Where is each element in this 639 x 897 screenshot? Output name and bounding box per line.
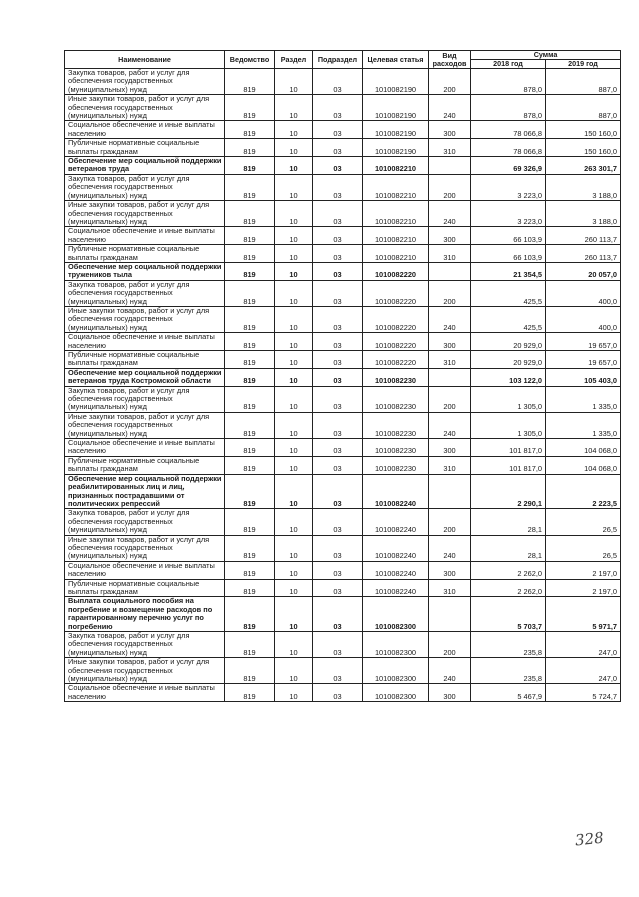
table-row	[65, 439, 621, 457]
cell-subsection: 03	[313, 412, 363, 438]
cell-subsection: 03	[313, 157, 363, 175]
cell-sum-2018: 2 262,0	[471, 579, 546, 597]
cell-subsection: 03	[313, 227, 363, 245]
cell-ministry: 819	[225, 201, 275, 227]
table-row	[65, 351, 621, 369]
cell-subsection: 03	[313, 535, 363, 561]
cell-subsection: 03	[313, 439, 363, 457]
cell-target-article: 1010082220	[363, 306, 429, 332]
cell-name: Иные закупки товаров, работ и услуг для обеспечения государственных (муниципальных) нужд	[65, 412, 225, 438]
cell-expense-type: 310	[429, 139, 471, 157]
table-body	[65, 69, 621, 702]
cell-expense-type: 310	[429, 456, 471, 474]
cell-ministry: 819	[225, 245, 275, 263]
cell-sum-2019: 104 068,0	[546, 456, 621, 474]
cell-sum-2019: 260 113,7	[546, 227, 621, 245]
cell-expense-type: 200	[429, 69, 471, 95]
cell-sum-2018: 103 122,0	[471, 368, 546, 386]
cell-subsection: 03	[313, 351, 363, 369]
cell-sum-2019: 1 335,0	[546, 386, 621, 412]
table-row	[65, 597, 621, 632]
header-sum: Сумма	[471, 51, 621, 60]
cell-target-article: 1010082230	[363, 386, 429, 412]
cell-subsection: 03	[313, 139, 363, 157]
cell-section: 10	[275, 333, 313, 351]
cell-expense-type: 300	[429, 227, 471, 245]
cell-target-article: 1010082210	[363, 157, 429, 175]
cell-section: 10	[275, 280, 313, 306]
table-row	[65, 561, 621, 579]
cell-sum-2019: 150 160,0	[546, 139, 621, 157]
table-row	[65, 174, 621, 200]
cell-sum-2019: 3 188,0	[546, 201, 621, 227]
cell-subsection: 03	[313, 386, 363, 412]
cell-sum-2018: 66 103,9	[471, 245, 546, 263]
cell-target-article: 1010082230	[363, 456, 429, 474]
cell-expense-type: 300	[429, 684, 471, 702]
cell-sum-2018: 1 305,0	[471, 386, 546, 412]
cell-target-article: 1010082190	[363, 139, 429, 157]
cell-section: 10	[275, 535, 313, 561]
cell-sum-2019: 5 971,7	[546, 597, 621, 632]
cell-sum-2019: 2 197,0	[546, 579, 621, 597]
cell-sum-2018: 78 066,8	[471, 139, 546, 157]
cell-name: Закупка товаров, работ и услуг для обеспечения государственных (муниципальных) нужд	[65, 632, 225, 658]
cell-sum-2018: 878,0	[471, 69, 546, 95]
cell-expense-type	[429, 262, 471, 280]
cell-section: 10	[275, 579, 313, 597]
cell-sum-2019: 105 403,0	[546, 368, 621, 386]
table-row	[65, 535, 621, 561]
header-target-article: Целевая статья	[363, 51, 429, 69]
cell-sum-2018: 5 703,7	[471, 597, 546, 632]
table-row	[65, 658, 621, 684]
cell-section: 10	[275, 262, 313, 280]
cell-target-article: 1010082190	[363, 69, 429, 95]
cell-subsection: 03	[313, 684, 363, 702]
cell-sum-2019: 247,0	[546, 632, 621, 658]
cell-section: 10	[275, 121, 313, 139]
header-section: Раздел	[275, 51, 313, 69]
cell-ministry: 819	[225, 157, 275, 175]
cell-subsection: 03	[313, 474, 363, 509]
table-row	[65, 157, 621, 175]
cell-target-article: 1010082230	[363, 368, 429, 386]
cell-target-article: 1010082300	[363, 684, 429, 702]
cell-section: 10	[275, 157, 313, 175]
cell-name: Иные закупки товаров, работ и услуг для обеспечения государственных (муниципальных) нужд	[65, 535, 225, 561]
cell-section: 10	[275, 439, 313, 457]
cell-sum-2019: 20 057,0	[546, 262, 621, 280]
cell-target-article: 1010082210	[363, 245, 429, 263]
cell-name: Иные закупки товаров, работ и услуг для обеспечения государственных (муниципальных) нужд	[65, 658, 225, 684]
cell-ministry: 819	[225, 684, 275, 702]
cell-sum-2018: 66 103,9	[471, 227, 546, 245]
cell-name: Публичные нормативные социальные выплаты гражданам	[65, 245, 225, 263]
cell-sum-2018: 425,5	[471, 280, 546, 306]
cell-subsection: 03	[313, 174, 363, 200]
table-row	[65, 306, 621, 332]
cell-sum-2018: 1 305,0	[471, 412, 546, 438]
cell-ministry: 819	[225, 139, 275, 157]
cell-name: Публичные нормативные социальные выплаты гражданам	[65, 351, 225, 369]
table-row	[65, 245, 621, 263]
cell-expense-type: 300	[429, 333, 471, 351]
cell-name: Иные закупки товаров, работ и услуг для обеспечения государственных (муниципальных) нужд	[65, 306, 225, 332]
cell-subsection: 03	[313, 658, 363, 684]
cell-sum-2019: 5 724,7	[546, 684, 621, 702]
cell-subsection: 03	[313, 280, 363, 306]
cell-ministry: 819	[225, 306, 275, 332]
cell-ministry: 819	[225, 456, 275, 474]
cell-sum-2019: 2 223,5	[546, 474, 621, 509]
cell-section: 10	[275, 474, 313, 509]
cell-ministry: 819	[225, 597, 275, 632]
cell-expense-type: 300	[429, 561, 471, 579]
cell-target-article: 1010082240	[363, 509, 429, 535]
cell-expense-type	[429, 157, 471, 175]
cell-target-article: 1010082190	[363, 95, 429, 121]
cell-ministry: 819	[225, 439, 275, 457]
cell-sum-2018: 69 326,9	[471, 157, 546, 175]
cell-name: Социальное обеспечение и иные выплаты населению	[65, 561, 225, 579]
cell-name: Социальное обеспечение и иные выплаты населению	[65, 333, 225, 351]
table-row	[65, 412, 621, 438]
cell-subsection: 03	[313, 561, 363, 579]
cell-sum-2019: 887,0	[546, 69, 621, 95]
cell-name: Закупка товаров, работ и услуг для обеспечения государственных (муниципальных) нужд	[65, 174, 225, 200]
cell-sum-2019: 150 160,0	[546, 121, 621, 139]
cell-expense-type	[429, 368, 471, 386]
cell-section: 10	[275, 245, 313, 263]
header-year-2018: 2018 год	[471, 60, 546, 69]
cell-name: Публичные нормативные социальные выплаты гражданам	[65, 579, 225, 597]
cell-ministry: 819	[225, 174, 275, 200]
table-row	[65, 280, 621, 306]
cell-sum-2019: 247,0	[546, 658, 621, 684]
cell-sum-2018: 5 467,9	[471, 684, 546, 702]
cell-target-article: 1010082230	[363, 412, 429, 438]
cell-expense-type: 310	[429, 245, 471, 263]
cell-target-article: 1010082220	[363, 333, 429, 351]
cell-subsection: 03	[313, 69, 363, 95]
cell-section: 10	[275, 658, 313, 684]
table-row	[65, 456, 621, 474]
cell-section: 10	[275, 174, 313, 200]
cell-sum-2018: 28,1	[471, 509, 546, 535]
cell-target-article: 1010082210	[363, 201, 429, 227]
cell-expense-type	[429, 474, 471, 509]
table-row	[65, 684, 621, 702]
table-row	[65, 333, 621, 351]
cell-expense-type: 240	[429, 95, 471, 121]
page-number: 328	[574, 828, 605, 850]
cell-section: 10	[275, 306, 313, 332]
cell-ministry: 819	[225, 227, 275, 245]
cell-target-article: 1010082230	[363, 439, 429, 457]
cell-name: Обеспечение мер социальной поддержки ветеранов труда	[65, 157, 225, 175]
cell-sum-2019: 263 301,7	[546, 157, 621, 175]
cell-subsection: 03	[313, 262, 363, 280]
table-row	[65, 579, 621, 597]
cell-sum-2019: 260 113,7	[546, 245, 621, 263]
cell-expense-type	[429, 597, 471, 632]
cell-target-article: 1010082300	[363, 658, 429, 684]
cell-subsection: 03	[313, 201, 363, 227]
table-header	[65, 51, 621, 69]
cell-sum-2018: 235,8	[471, 632, 546, 658]
cell-subsection: 03	[313, 333, 363, 351]
cell-ministry: 819	[225, 333, 275, 351]
cell-expense-type: 300	[429, 121, 471, 139]
cell-subsection: 03	[313, 306, 363, 332]
cell-expense-type: 300	[429, 439, 471, 457]
table-row	[65, 632, 621, 658]
cell-subsection: 03	[313, 509, 363, 535]
cell-name: Публичные нормативные социальные выплаты гражданам	[65, 456, 225, 474]
cell-ministry: 819	[225, 280, 275, 306]
cell-name: Закупка товаров, работ и услуг для обеспечения государственных (муниципальных) нужд	[65, 280, 225, 306]
cell-ministry: 819	[225, 368, 275, 386]
cell-section: 10	[275, 95, 313, 121]
cell-ministry: 819	[225, 658, 275, 684]
cell-expense-type: 200	[429, 280, 471, 306]
cell-name: Публичные нормативные социальные выплаты гражданам	[65, 139, 225, 157]
cell-target-article: 1010082220	[363, 351, 429, 369]
table-row	[65, 201, 621, 227]
cell-name: Обеспечение мер социальной поддержки реабилитированных лиц и лиц, признанных пострадавшими от политических репрессий	[65, 474, 225, 509]
cell-sum-2018: 425,5	[471, 306, 546, 332]
cell-ministry: 819	[225, 509, 275, 535]
cell-target-article: 1010082190	[363, 121, 429, 139]
cell-sum-2018: 101 817,0	[471, 456, 546, 474]
cell-ministry: 819	[225, 535, 275, 561]
cell-sum-2018: 2 290,1	[471, 474, 546, 509]
cell-section: 10	[275, 412, 313, 438]
cell-sum-2019: 19 657,0	[546, 333, 621, 351]
cell-subsection: 03	[313, 632, 363, 658]
cell-name: Иные закупки товаров, работ и услуг для обеспечения государственных (муниципальных) нужд	[65, 201, 225, 227]
cell-target-article: 1010082240	[363, 474, 429, 509]
cell-name: Иные закупки товаров, работ и услуг для обеспечения государственных (муниципальных) нужд	[65, 95, 225, 121]
cell-subsection: 03	[313, 95, 363, 121]
cell-subsection: 03	[313, 579, 363, 597]
cell-expense-type: 240	[429, 412, 471, 438]
cell-expense-type: 240	[429, 535, 471, 561]
cell-expense-type: 200	[429, 174, 471, 200]
cell-sum-2018: 78 066,8	[471, 121, 546, 139]
cell-sum-2019: 104 068,0	[546, 439, 621, 457]
cell-section: 10	[275, 139, 313, 157]
cell-ministry: 819	[225, 262, 275, 280]
cell-expense-type: 240	[429, 306, 471, 332]
cell-ministry: 819	[225, 351, 275, 369]
cell-sum-2019: 19 657,0	[546, 351, 621, 369]
cell-name: Выплата социального пособия на погребение и возмещение расходов по гарантированному перечню услуг по погребению	[65, 597, 225, 632]
cell-expense-type: 310	[429, 579, 471, 597]
cell-name: Обеспечение мер социальной поддержки ветеранов труда Костромской области	[65, 368, 225, 386]
cell-section: 10	[275, 684, 313, 702]
cell-sum-2019: 26,5	[546, 509, 621, 535]
cell-section: 10	[275, 509, 313, 535]
cell-name: Закупка товаров, работ и услуг для обеспечения государственных (муниципальных) нужд	[65, 509, 225, 535]
cell-target-article: 1010082240	[363, 561, 429, 579]
cell-ministry: 819	[225, 632, 275, 658]
cell-sum-2019: 887,0	[546, 95, 621, 121]
cell-expense-type: 240	[429, 201, 471, 227]
cell-sum-2018: 101 817,0	[471, 439, 546, 457]
table-row	[65, 262, 621, 280]
cell-subsection: 03	[313, 368, 363, 386]
cell-sum-2018: 235,8	[471, 658, 546, 684]
table-row	[65, 95, 621, 121]
cell-section: 10	[275, 456, 313, 474]
cell-ministry: 819	[225, 579, 275, 597]
table-row	[65, 386, 621, 412]
cell-name: Социальное обеспечение и иные выплаты населению	[65, 121, 225, 139]
cell-target-article: 1010082240	[363, 535, 429, 561]
cell-ministry: 819	[225, 95, 275, 121]
header-subsection: Подраздел	[313, 51, 363, 69]
table-row	[65, 139, 621, 157]
cell-sum-2018: 3 223,0	[471, 201, 546, 227]
cell-subsection: 03	[313, 245, 363, 263]
cell-name: Социальное обеспечение и иные выплаты населению	[65, 684, 225, 702]
cell-section: 10	[275, 227, 313, 245]
cell-sum-2019: 400,0	[546, 280, 621, 306]
cell-subsection: 03	[313, 121, 363, 139]
cell-sum-2019: 400,0	[546, 306, 621, 332]
cell-section: 10	[275, 351, 313, 369]
cell-sum-2019: 2 197,0	[546, 561, 621, 579]
cell-name: Закупка товаров, работ и услуг для обеспечения государственных (муниципальных) нужд	[65, 386, 225, 412]
table-row	[65, 121, 621, 139]
cell-sum-2019: 26,5	[546, 535, 621, 561]
cell-section: 10	[275, 597, 313, 632]
cell-target-article: 1010082240	[363, 579, 429, 597]
cell-expense-type: 200	[429, 632, 471, 658]
header-year-2019: 2019 год	[546, 60, 621, 69]
table-row	[65, 368, 621, 386]
cell-ministry: 819	[225, 386, 275, 412]
cell-expense-type: 200	[429, 386, 471, 412]
cell-subsection: 03	[313, 597, 363, 632]
cell-target-article: 1010082300	[363, 632, 429, 658]
cell-target-article: 1010082220	[363, 280, 429, 306]
cell-ministry: 819	[225, 69, 275, 95]
cell-sum-2018: 2 262,0	[471, 561, 546, 579]
cell-sum-2019: 1 335,0	[546, 412, 621, 438]
cell-ministry: 819	[225, 474, 275, 509]
header-name: Наименование	[65, 51, 225, 69]
table-row	[65, 509, 621, 535]
cell-section: 10	[275, 386, 313, 412]
cell-section: 10	[275, 632, 313, 658]
cell-expense-type: 310	[429, 351, 471, 369]
cell-subsection: 03	[313, 456, 363, 474]
cell-sum-2018: 3 223,0	[471, 174, 546, 200]
budget-table	[64, 50, 621, 702]
cell-sum-2018: 878,0	[471, 95, 546, 121]
cell-ministry: 819	[225, 412, 275, 438]
cell-target-article: 1010082220	[363, 262, 429, 280]
cell-section: 10	[275, 201, 313, 227]
table-row	[65, 69, 621, 95]
cell-sum-2018: 28,1	[471, 535, 546, 561]
table-row	[65, 227, 621, 245]
cell-target-article: 1010082210	[363, 227, 429, 245]
cell-expense-type: 200	[429, 509, 471, 535]
cell-sum-2018: 21 354,5	[471, 262, 546, 280]
cell-ministry: 819	[225, 121, 275, 139]
cell-target-article: 1010082210	[363, 174, 429, 200]
cell-name: Обеспечение мер социальной поддержки тружеников тыла	[65, 262, 225, 280]
cell-sum-2019: 3 188,0	[546, 174, 621, 200]
cell-section: 10	[275, 368, 313, 386]
cell-sum-2018: 20 929,0	[471, 351, 546, 369]
header-ministry: Ведомство	[225, 51, 275, 69]
table-row	[65, 474, 621, 509]
cell-section: 10	[275, 561, 313, 579]
cell-name: Социальное обеспечение и иные выплаты населению	[65, 439, 225, 457]
cell-section: 10	[275, 69, 313, 95]
cell-name: Социальное обеспечение и иные выплаты населению	[65, 227, 225, 245]
header-expense-type: Вид расходов	[429, 51, 471, 69]
cell-expense-type: 240	[429, 658, 471, 684]
cell-name: Закупка товаров, работ и услуг для обеспечения государственных (муниципальных) нужд	[65, 69, 225, 95]
cell-sum-2018: 20 929,0	[471, 333, 546, 351]
cell-target-article: 1010082300	[363, 597, 429, 632]
cell-ministry: 819	[225, 561, 275, 579]
